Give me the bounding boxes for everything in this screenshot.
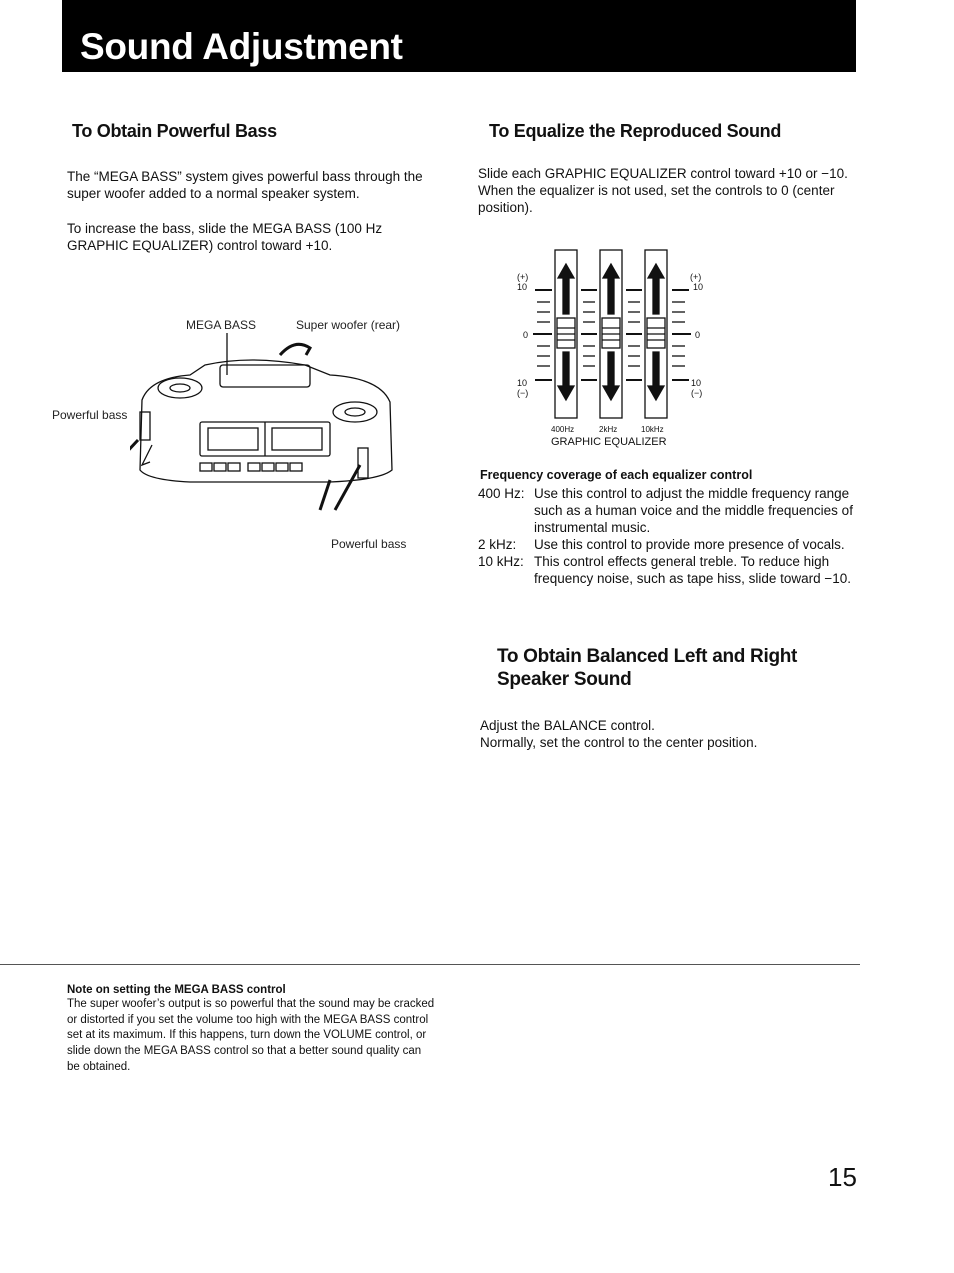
minus-sign-left: (−) — [517, 388, 529, 398]
equalizer-sliders — [505, 242, 725, 422]
page-title: Sound Adjustment — [80, 26, 403, 67]
page-number: 15 — [828, 1162, 857, 1192]
note-text: The super woofer’s output is so powerful that the sound may be cracked or distorted if you set the volume too high with the MEGA BASS control set at its maximum. If this happens, turn down the VOLUME control, or slide down the MEGA BASS control so that a better sound quality can be obtained. — [67, 998, 435, 1073]
balance-line1: Adjust the BALANCE control. — [480, 718, 655, 733]
freq-text: Use this control to adjust the middle frequency range such as a human voice and the middle frequencies of instrumental music. — [534, 486, 853, 535]
freq-coverage-heading: Frequency coverage of each equalizer control — [480, 468, 753, 482]
mid-value-left: 0 — [523, 330, 529, 340]
label-powerful-bass-left: Powerful bass — [52, 408, 128, 422]
plus-sign-right: (+) — [690, 272, 702, 282]
equalize-intro: Slide each GRAPHIC EQUALIZER control toward +10 or −10. When the equalizer is not used, set the controls to 0 (center position). — [478, 166, 848, 215]
mid-value-right: 0 — [695, 330, 701, 340]
bass-arrow-right — [320, 480, 330, 510]
scale-ticks-right — [672, 290, 691, 380]
note-heading: Note on setting the MEGA BASS control — [67, 984, 286, 996]
slider-10khz — [645, 250, 667, 418]
slider-400hz — [555, 250, 577, 418]
section-heading-balance: To Obtain Balanced Left and Right Speaker Sound — [497, 646, 798, 690]
powerful-bass-intro: The “MEGA BASS” system gives powerful bass through the super woofer added to a normal speaker system. — [67, 169, 423, 201]
bass-arrow-left — [130, 440, 138, 470]
plus-sign-left: (+) — [517, 272, 529, 282]
right-port — [358, 448, 368, 478]
top-value-right: 10 — [693, 282, 704, 292]
freq-key: 400 Hz: — [478, 486, 525, 501]
band-label-2khz: 2kHz — [599, 425, 618, 434]
scale-ticks-left — [533, 290, 552, 380]
section-heading-powerful-bass: To Obtain Powerful Bass — [72, 121, 277, 141]
button-row — [200, 463, 302, 471]
freq-coverage-list — [478, 485, 854, 587]
freq-item — [478, 536, 854, 553]
label-mega-bass: MEGA BASS — [186, 318, 257, 332]
section-heading-equalize: To Equalize the Reproduced Sound — [489, 121, 782, 141]
bottom-value-left: 10 — [517, 378, 528, 388]
freq-key: 2 kHz: — [478, 537, 517, 552]
freq-key: 10 kHz: — [478, 554, 524, 569]
freq-item — [478, 485, 854, 536]
slider-2khz — [600, 250, 622, 418]
mega-bass-arrow — [280, 344, 310, 355]
band-label-400hz: 400Hz — [551, 425, 575, 434]
top-value-left: 10 — [517, 282, 528, 292]
band-label-10khz: 10kHz — [641, 425, 664, 434]
label-super-woofer: Super woofer (rear) — [296, 318, 401, 332]
freq-text: This control effects general treble. To reduce high frequency noise, such as tape hiss, slide toward −10. — [534, 554, 852, 586]
horizontal-divider — [0, 964, 860, 965]
freq-item — [478, 553, 854, 587]
right-speaker — [333, 402, 377, 422]
minus-sign-right: (−) — [691, 388, 703, 398]
bottom-value-right: 10 — [691, 378, 702, 388]
equalizer-caption: GRAPHIC EQUALIZER — [551, 436, 667, 448]
powerful-bass-instruction: To increase the bass, slide the MEGA BASS (100 Hz GRAPHIC EQUALIZER) control toward +10. — [67, 221, 383, 253]
label-powerful-bass-bottom: Powerful bass — [331, 537, 407, 551]
boombox-illustration — [130, 330, 410, 530]
balance-line2: Normally, set the control to the center position. — [480, 735, 758, 750]
left-speaker — [158, 378, 202, 398]
freq-text: Use this control to provide more presence of vocals. — [534, 537, 845, 552]
boombox-top-deck — [220, 365, 310, 387]
graphic-equalizer-figure — [505, 242, 725, 452]
